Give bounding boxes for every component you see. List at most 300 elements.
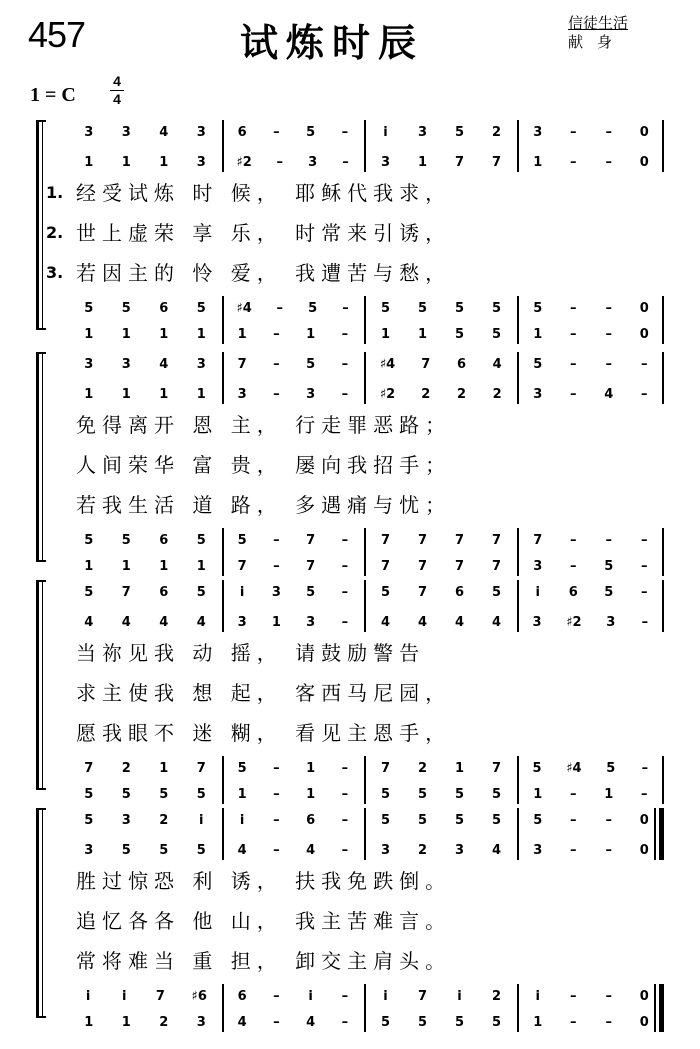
note: – [641, 559, 648, 574]
note: ♯2 [379, 387, 396, 402]
measure [367, 386, 515, 404]
note: 7 [417, 989, 428, 1004]
note: 1 [533, 155, 543, 170]
note: 4 [84, 615, 94, 630]
measure [520, 154, 662, 172]
source-line-1: 信徒生活 [568, 14, 629, 32]
source-line-2: 献身 [568, 33, 627, 51]
note: 7 [380, 559, 391, 574]
barline [222, 580, 224, 632]
note: – [641, 357, 648, 372]
note: 7 [454, 155, 465, 170]
measure [225, 124, 362, 142]
note: – [570, 125, 577, 140]
note: – [273, 843, 280, 858]
note: – [641, 787, 648, 802]
note: 3 [417, 125, 428, 140]
verse-number: 1. [46, 183, 64, 202]
measure [225, 786, 362, 804]
note: 4 [306, 1015, 316, 1030]
lyric-line: 求主使我 想 起， 客西马尼园， [76, 681, 452, 705]
measure [225, 558, 362, 576]
note: 5 [196, 301, 206, 316]
measure [225, 300, 362, 318]
note: 5 [533, 357, 543, 372]
note: 2 [491, 125, 502, 140]
note: – [341, 327, 349, 342]
note: 6 [159, 301, 169, 316]
measure [367, 154, 515, 172]
note: 7 [454, 533, 465, 548]
measure [367, 558, 515, 576]
measure [367, 760, 515, 778]
note: 4 [417, 615, 428, 630]
note: 3 [380, 155, 391, 170]
note: – [570, 1015, 577, 1030]
note: 5 [237, 761, 247, 776]
note: 7 [84, 761, 94, 776]
system-brace [36, 120, 39, 330]
note: – [341, 1015, 349, 1030]
note: 1 [380, 327, 391, 342]
note: 1 [159, 761, 169, 776]
note: 1 [271, 615, 281, 630]
barline [654, 808, 656, 860]
barline [662, 120, 664, 172]
note: 6 [456, 357, 466, 372]
note: 3 [380, 843, 391, 858]
barline [517, 120, 519, 172]
note: 4 [604, 387, 614, 402]
note: 3 [84, 357, 94, 372]
lyric-line: 经受试炼 时 候， 耶稣代我求， [76, 181, 452, 205]
note: 6 [306, 813, 316, 828]
barline [364, 984, 366, 1032]
barline [517, 296, 519, 344]
note: – [273, 387, 280, 402]
measure [520, 386, 662, 404]
note: 5 [380, 787, 391, 802]
note: – [341, 387, 349, 402]
barline [654, 984, 656, 1032]
note: – [341, 585, 349, 600]
note: 1 [159, 327, 169, 342]
note: 5 [454, 125, 465, 140]
measure [70, 1014, 220, 1032]
note: 6 [454, 585, 465, 600]
note: 3 [533, 387, 543, 402]
measure [520, 584, 662, 602]
verse-number: 2. [46, 223, 64, 242]
measure [367, 1014, 515, 1032]
note: 7 [454, 559, 465, 574]
lyric-line: 愿我眼不 迷 糊， 看见主恩手， [76, 721, 452, 745]
note: 1 [533, 1015, 543, 1030]
note: 1 [533, 327, 543, 342]
note: 5 [380, 813, 391, 828]
note: 5 [196, 533, 206, 548]
measure [520, 326, 662, 344]
note: 6 [159, 585, 169, 600]
measure [367, 614, 515, 632]
note: 2 [491, 989, 502, 1004]
measure [520, 760, 662, 778]
note: 5 [84, 301, 94, 316]
lyric-line: 若我生活 道 路， 多遇痛与忧； [76, 493, 452, 517]
note: 3 [606, 615, 616, 630]
barline [364, 580, 366, 632]
system-brace [36, 808, 39, 1018]
note: 1 [196, 559, 206, 574]
note: 4 [159, 615, 169, 630]
barline [364, 296, 366, 344]
note: i [535, 585, 540, 600]
barline [222, 528, 224, 576]
note: 2 [159, 813, 169, 828]
note: – [273, 989, 280, 1004]
note: 3 [533, 559, 543, 574]
note: 0 [639, 843, 649, 858]
note: – [570, 155, 577, 170]
measure [367, 584, 515, 602]
measure [520, 786, 662, 804]
barline [517, 528, 519, 576]
note: 4 [492, 357, 502, 372]
note: 7 [237, 357, 247, 372]
note: – [273, 357, 280, 372]
system-brace [36, 580, 39, 790]
note: 3 [237, 615, 247, 630]
note: 1 [84, 387, 94, 402]
lyric-line: 若因主的 怜 爱， 我遭苦与愁， [76, 261, 452, 285]
barline [517, 808, 519, 860]
note: – [341, 559, 349, 574]
note: – [341, 533, 349, 548]
note: 0 [639, 813, 649, 828]
barline [364, 756, 366, 804]
note: 1 [121, 1015, 131, 1030]
note: 1 [306, 327, 316, 342]
note: 1 [159, 559, 169, 574]
note: 5 [84, 813, 94, 828]
note: 7 [417, 585, 428, 600]
note: – [605, 989, 612, 1004]
note: 3 [454, 843, 465, 858]
note: – [341, 615, 349, 630]
measure [225, 614, 362, 632]
note: 1 [121, 559, 131, 574]
lyric-line: 人间荣华 富 贵， 屡向我招手； [76, 453, 452, 477]
note: 1 [533, 787, 543, 802]
note: 5 [533, 301, 543, 316]
note: 1 [121, 155, 131, 170]
note: 7 [491, 155, 502, 170]
note: 7 [237, 559, 247, 574]
note: 4 [121, 615, 131, 630]
note: 7 [491, 761, 502, 776]
note: – [342, 155, 349, 170]
note: – [341, 989, 349, 1004]
note: – [605, 301, 612, 316]
note: 3 [533, 125, 543, 140]
note: 3 [237, 387, 247, 402]
measure [70, 386, 220, 404]
note: 2 [121, 761, 131, 776]
note: – [273, 761, 280, 776]
note: 5 [417, 787, 428, 802]
note: 1 [417, 327, 428, 342]
note: – [570, 357, 577, 372]
note: 5 [604, 559, 614, 574]
note: 5 [454, 813, 465, 828]
note: 6 [159, 533, 169, 548]
time-signature [110, 74, 124, 107]
note: – [605, 327, 612, 342]
note: 2 [159, 1015, 169, 1030]
note: 7 [417, 559, 428, 574]
note: 3 [306, 615, 316, 630]
note: – [570, 787, 577, 802]
barline [662, 756, 664, 804]
note: – [605, 533, 612, 548]
system-brace [36, 352, 39, 562]
note: 1 [84, 559, 94, 574]
note: 4 [237, 1015, 247, 1030]
note: – [341, 125, 349, 140]
note: 6 [237, 125, 247, 140]
note: ♯4 [236, 301, 252, 316]
note: – [641, 387, 648, 402]
note: 5 [308, 301, 318, 316]
note: 7 [417, 533, 428, 548]
note: 3 [532, 615, 542, 630]
measure [367, 786, 515, 804]
note: i [239, 813, 245, 828]
measure [367, 124, 515, 142]
hymn-number: 457 [28, 14, 86, 55]
measure [367, 988, 515, 1006]
note: 0 [639, 125, 649, 140]
key-signature: 1 = C [30, 84, 76, 106]
note: – [273, 327, 280, 342]
measure [70, 786, 220, 804]
barline [662, 580, 664, 632]
barline [222, 352, 224, 404]
measure [367, 532, 515, 550]
measure [520, 812, 662, 830]
note: 4 [196, 615, 206, 630]
note: 3 [84, 843, 94, 858]
note: 2 [492, 387, 502, 402]
measure [520, 614, 662, 632]
note: – [341, 357, 349, 372]
note: 7 [196, 761, 206, 776]
note: 5 [491, 1015, 502, 1030]
time-bottom: 4 [113, 91, 121, 107]
note: i [535, 989, 540, 1004]
barline [662, 296, 664, 344]
note: 7 [155, 989, 165, 1004]
note: – [273, 1015, 280, 1030]
note: 5 [159, 787, 169, 802]
note: ♯2 [236, 155, 252, 170]
note: ♯4 [566, 761, 582, 776]
measure [520, 356, 662, 374]
barline [222, 120, 224, 172]
lyric-line: 免得离开 恩 主， 行走罪恶路； [76, 413, 452, 437]
measure [520, 532, 662, 550]
note: 5 [380, 585, 391, 600]
note: 5 [159, 843, 169, 858]
note: 4 [491, 615, 502, 630]
note: 2 [456, 387, 466, 402]
measure [225, 842, 362, 860]
note: 5 [532, 761, 542, 776]
note: 3 [121, 357, 131, 372]
note: 5 [84, 533, 94, 548]
measure [70, 124, 220, 142]
barline [364, 808, 366, 860]
note: 1 [159, 387, 169, 402]
time-top: 4 [113, 73, 121, 89]
note: 3 [271, 585, 281, 600]
measure [70, 532, 220, 550]
note: 1 [237, 327, 247, 342]
note: – [570, 989, 577, 1004]
note: – [273, 559, 280, 574]
note: 4 [159, 125, 169, 140]
note: 0 [639, 301, 649, 316]
note: 7 [491, 559, 502, 574]
note: 5 [196, 787, 206, 802]
note: – [341, 813, 349, 828]
note: 5 [417, 1015, 428, 1030]
note: 5 [84, 787, 94, 802]
measure [70, 760, 220, 778]
barline [517, 352, 519, 404]
note: 5 [533, 813, 543, 828]
measure [520, 1014, 662, 1032]
note: – [570, 813, 577, 828]
note: 3 [84, 125, 94, 140]
note: 1 [84, 155, 94, 170]
note: 5 [454, 327, 465, 342]
note: 5 [380, 301, 391, 316]
note: 3 [533, 843, 543, 858]
note: 5 [84, 585, 94, 600]
barline [364, 528, 366, 576]
note: – [570, 843, 577, 858]
note: 3 [308, 155, 318, 170]
note: 5 [454, 787, 465, 802]
note: 5 [121, 533, 131, 548]
measure [70, 356, 220, 374]
note: 1 [454, 761, 465, 776]
measure [70, 988, 220, 1006]
note: – [605, 125, 612, 140]
note: – [341, 787, 349, 802]
note: 1 [196, 327, 206, 342]
note: – [273, 125, 280, 140]
note: i [308, 989, 313, 1004]
note: 1 [306, 787, 316, 802]
note: 5 [380, 1015, 391, 1030]
note: 5 [306, 357, 316, 372]
note: 1 [121, 327, 131, 342]
note: 3 [121, 125, 131, 140]
note: 5 [196, 585, 206, 600]
barline [662, 352, 664, 404]
note: – [570, 559, 577, 574]
note: i [239, 585, 245, 600]
barline [222, 296, 224, 344]
note: 5 [237, 533, 247, 548]
note: 1 [121, 387, 131, 402]
measure [225, 760, 362, 778]
note: – [641, 761, 649, 776]
measure [225, 584, 362, 602]
verse-number: 3. [46, 263, 64, 282]
note: 4 [491, 843, 502, 858]
note: 7 [533, 533, 543, 548]
note: 5 [306, 585, 316, 600]
final-barline [659, 808, 664, 860]
note: 3 [196, 1015, 206, 1030]
lyric-line: 追忆各各 他 山， 我主苦难言。 [76, 909, 452, 933]
measure [70, 558, 220, 576]
note: – [605, 357, 612, 372]
note: 2 [417, 843, 428, 858]
note: 1 [237, 787, 247, 802]
note: 1 [84, 327, 94, 342]
note: 1 [196, 387, 206, 402]
hymn-title: 试炼时辰 [240, 21, 425, 65]
measure [520, 842, 662, 860]
note: 5 [306, 125, 316, 140]
note: 0 [639, 327, 649, 342]
note: 0 [639, 989, 649, 1004]
note: ♯4 [379, 357, 396, 372]
measure [225, 154, 362, 172]
note: 7 [306, 559, 316, 574]
measure [367, 326, 515, 344]
lyric-line: 常将难当 重 担， 卸交主肩头。 [76, 949, 452, 973]
note: 7 [491, 533, 502, 548]
note: i [199, 813, 204, 828]
note: 3 [196, 125, 206, 140]
note: – [276, 155, 283, 170]
note: 7 [306, 533, 316, 548]
measure [520, 988, 662, 1006]
note: 5 [121, 787, 131, 802]
note: 3 [306, 387, 316, 402]
measure [70, 326, 220, 344]
note: 3 [196, 155, 206, 170]
note: 1 [159, 155, 169, 170]
measure [367, 842, 515, 860]
final-barline [659, 984, 664, 1032]
note: 4 [380, 615, 391, 630]
measure [225, 988, 362, 1006]
note: 6 [568, 585, 578, 600]
note: i [383, 125, 388, 140]
note: – [273, 787, 280, 802]
measure [520, 300, 662, 318]
lyric-line: 当祢见我 动 摇， 请鼓励警告 [76, 641, 426, 665]
note: – [341, 761, 349, 776]
note: 3 [121, 813, 131, 828]
measure [225, 356, 362, 374]
